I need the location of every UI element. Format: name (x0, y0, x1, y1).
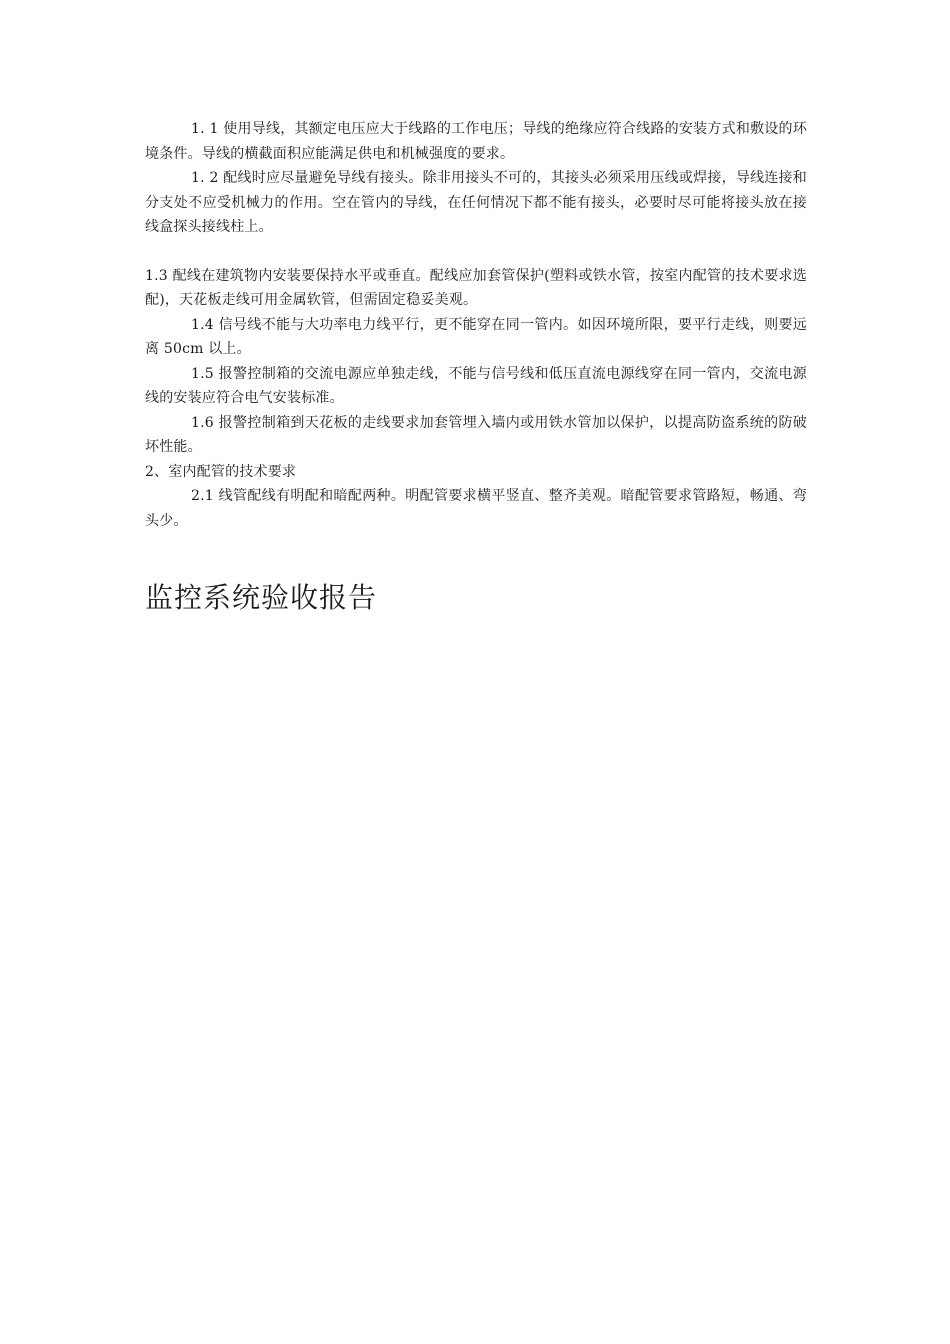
paragraph-1-2: 1. 2 配线时应尽量避免导线有接头。除非用接头不可的，其接头必须采用压线或焊接，导线连接和分支处不应受机械力的作用。空在管内的导线，在任何情况下都不能有接头，必要时尽可能将接头放在接线盒探头接线柱上。 (145, 170, 807, 235)
paragraph-2-1: 2.1 线管配线有明配和暗配两种。明配管要求横平竖直、整齐美观。暗配管要求管路短，畅通、弯头少。 (145, 488, 807, 529)
paragraph-gap (145, 240, 807, 264)
paragraph-1-4: 1.4 信号线不能与大功率电力线平行，更不能穿在同一管内。如因环境所限，要平行走线，则要远离 50cm 以上。 (145, 316, 807, 357)
paragraph-1-6: 1.6 报警控制箱到天花板的走线要求加套管埋入墙内或用铁水管加以保护，以提高防盗系统的防破坏性能。 (145, 414, 807, 455)
paragraph-1-3: 1.3 配线在建筑物内安装要保持水平或垂直。配线应加套管保护(塑料或铁水管，按室内配管的技术要求选配)，天花板走线可用金属软管，但需固定稳妥美观。 (145, 267, 807, 308)
paragraph-1-5: 1.5 报警控制箱的交流电源应单独走线，不能与信号线和低压直流电源线穿在同一管内，交流电源线的安装应符合电气安装标准。 (145, 365, 807, 406)
section-heading-2: 2、室内配管的技术要求 (145, 463, 297, 480)
report-title: 监控系统验收报告 (145, 581, 378, 614)
paragraph-1-1: 1. 1 使用导线，其额定电压应大于线路的工作电压；导线的绝缘应符合线路的安装方式和敷设的环境条件。导线的横截面积应能满足供电和机械强度的要求。 (145, 121, 807, 162)
document-body (145, 117, 807, 533)
